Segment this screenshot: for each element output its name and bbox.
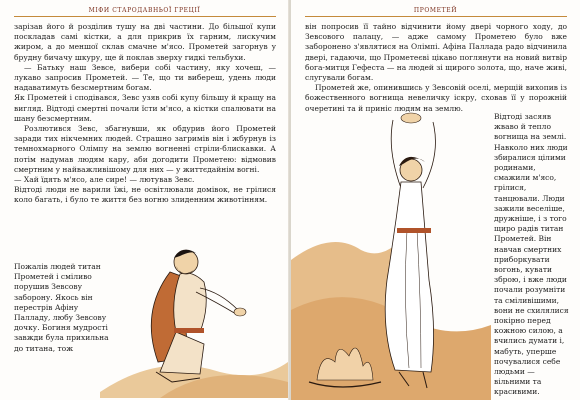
left-main-text — [14, 22, 276, 206]
left-paragraph: — Хай їдять м'ясо, але сире! — лютував Зевс. — [14, 175, 195, 185]
right-header-rule — [305, 16, 567, 17]
left-running-header: МІФИ СТАРОДАВНЬОЇ ГРЕЦІЇ — [88, 7, 201, 14]
left-paragraph: Відтоді люди не варили їжі, не освітлювали домівок, не грілися коло багать, і було те життя без вогню злиденним животінням. — [14, 185, 276, 205]
arm — [391, 120, 401, 188]
left-page — [0, 0, 289, 400]
torso — [174, 273, 207, 332]
dress — [385, 182, 433, 372]
left-paragraph: Розлютився Зевс, збагнувши, як обдурив його Прометей заради тих нікчемних людей. Страшно загримів він і жбурнув із темнохмарного Олімпу на землю вогненні стріли-блискавки. А потім надумав людям кару, аби догодити Прометею: відмовив смертним у найважливішому для них — у життєдайнім вогні. — [14, 124, 276, 174]
left-paragraph: — Батьку наш Зевсе, вибери собі частину, яку хочеш, — лукаво запросив Прометей. — Те, що ти вибереш, удень люди надаватимуть безсмертним богам. — [14, 62, 276, 93]
left-column-paragraph: Пожалів людей титан Прометей і сміливо порушив Зевсову заборону. Якось він перестрів Афіну Палладу, любу Зевсову дочку. Богиня мудрості завжди була прихильна до титана, тож — [14, 262, 109, 353]
right-column-paragraph: Відтоді засяяв жваво й тепло вогнища на землі. Навколо них люди збиралися цілими родинами, смажили м'ясо, грілися, танцювали. Люди зажили веселіше, дружніше, і з того щиро радів титан Прометей. Він навчав смертних приборкувати вогонь, кувати зброю, і вже люди почали розумніти та сміливішими, вони не схилялися покірно перед кожною силою, а вчились думати і, мабуть, уперше почувалися себе людьми — вільними та красивими. — [494, 112, 569, 397]
hands — [234, 308, 246, 316]
belt — [174, 328, 204, 333]
prometheus-illustration — [100, 232, 288, 398]
right-paragraph: Прометей же, опинившись у Зевсовій оселі, мерщій вихопив із божественного вогнища невеличку іскру, сховав її у порожній очеретині та й приніс людям на землю. — [305, 83, 567, 113]
left-paragraph: Як Прометей і сподівався, Зевс узяв собі купу більшу й кращу на вигляд. Відтоді смертні почали їсти м'ясо, а кістки спалювати на шану безсмертним. — [14, 93, 276, 123]
dancing-woman-illustration — [291, 110, 491, 400]
hands — [401, 113, 421, 123]
right-paragraph: він попросив її тайно відчинити йому двері чорного ходу, до Зевсового палацу, — адже самому Прометею було вже заборонено з'являтися на Олімпі. Афіна Паллада радо відчинила двері, гадаючи, що Прометеєві цікаво поглянути на новий витвір бога-митця Гефеста — на людей зі щирого золота, що, наче живі, слугували богам. — [305, 22, 567, 83]
left-paragraph: зарізав його й розділив тушу на дві частини. До більшої купи поскладав самі кістки, а для прикрив їх гарним, лискучим жиром, а до меншої склав смачне м'ясо. Прометей загорнув у брудну бичачу шкуру, ще й поклав зверху гидкі тельбухи. — [14, 22, 276, 62]
left-column-text — [14, 262, 110, 354]
belt — [397, 228, 431, 233]
right-page — [291, 0, 580, 400]
right-running-header: ПРОМЕТЕЙ — [413, 7, 458, 14]
left-header-rule — [14, 16, 276, 17]
arm — [423, 122, 435, 188]
right-main-text — [305, 22, 567, 114]
right-column-text — [494, 112, 569, 398]
